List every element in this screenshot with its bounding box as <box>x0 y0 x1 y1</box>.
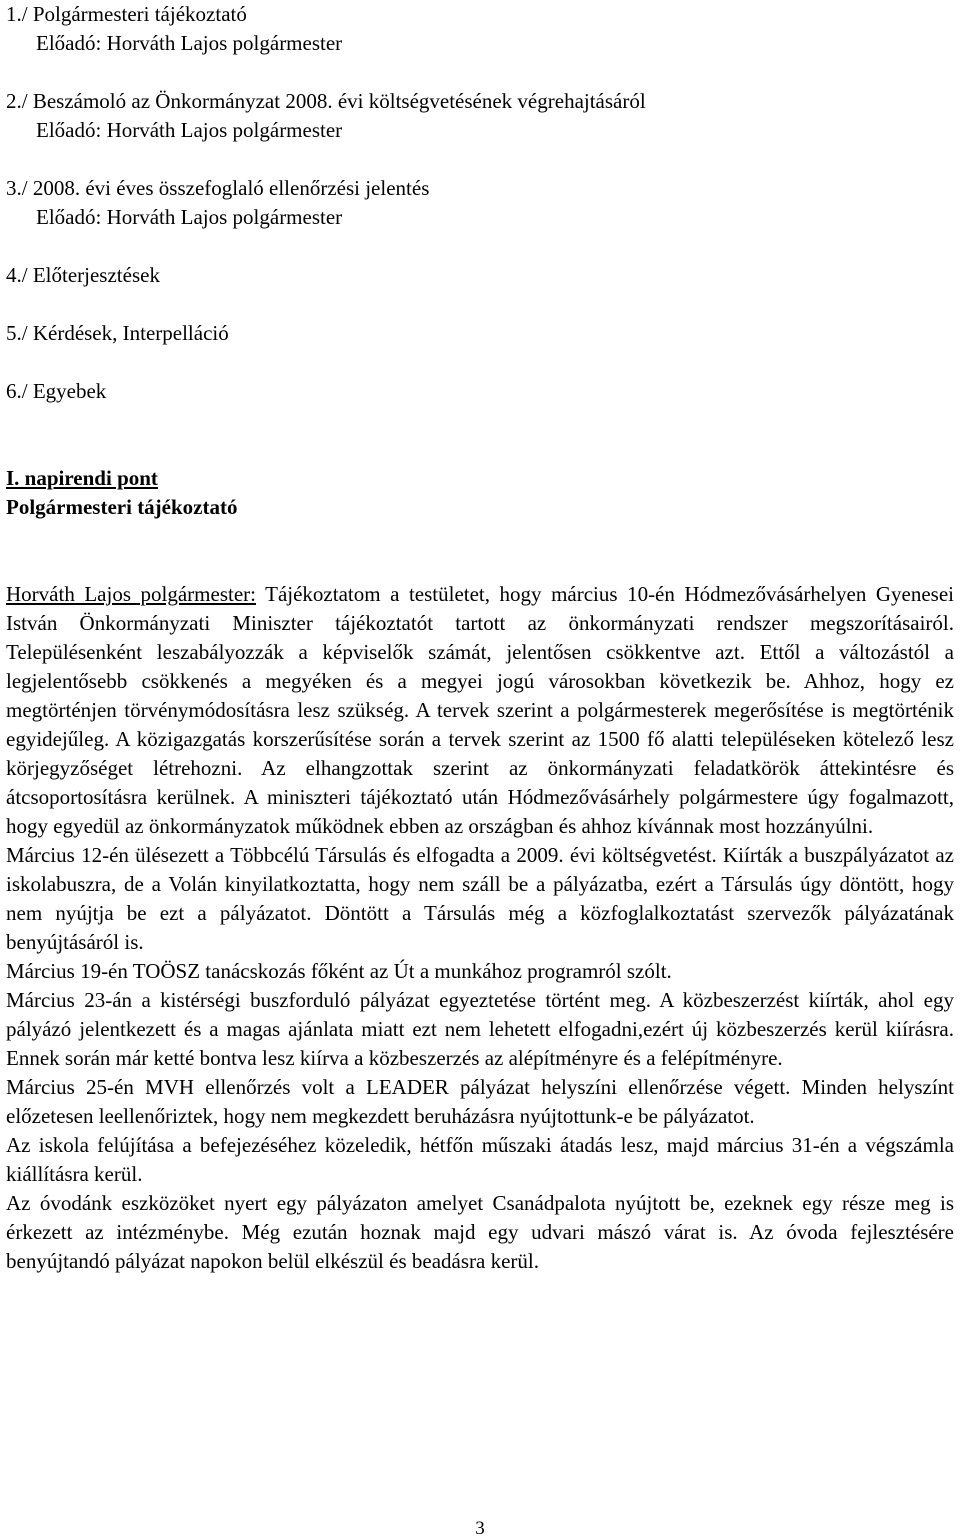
paragraph: Az iskola felújítása a befejezéséhez közeledik, hétfőn műszaki átadás lesz, majd március 31-én a végszámla kiállításra kerül. <box>6 1133 954 1186</box>
agenda-item <box>6 174 954 232</box>
agenda-item <box>6 261 954 290</box>
agenda-item-presenter: Előadó: Horváth Lajos polgármester <box>36 118 343 142</box>
agenda-item-presenter: Előadó: Horváth Lajos polgármester <box>36 31 343 55</box>
minutes-body <box>6 580 954 1276</box>
paragraph: Március 12-én ülésezett a Többcélú Társulás és elfogadta a 2009. évi költségvetést. Kiírták a buszpályázatot az iskolabuszra, de a Volán kinyilatkoztatta, hogy nem száll be a pályázatba, ezért a Társulás úgy döntött, hogy nem nyújtja be ezt a pályázatot. Döntött a Társulás még a közfoglalkoztatást szervezők pályázatának benyújtásáról is. <box>6 843 954 954</box>
paragraph <box>6 580 954 841</box>
agenda-item-title: 5./ Kérdések, Interpelláció <box>6 321 229 345</box>
agenda-item-title: 4./ Előterjesztések <box>6 263 160 287</box>
agenda-point-subject: Polgármesteri tájékoztató <box>6 495 238 519</box>
paragraph: Március 23-án a kistérségi buszforduló pályázat egyeztetése történt meg. A közbeszerzést kiírták, ahol egy pályázó jelentkezett és a magas ajánlata miatt ezt nem lehetett elfogadni,ezért új közbeszerzés kerül kiírásra. Ennek során már ketté bontva lesz kiírva a közbeszerzés az alépítményre és a felépítményre. <box>6 988 954 1070</box>
speaker-label: Horváth Lajos polgármester: <box>6 582 256 606</box>
agenda-item <box>6 0 954 58</box>
agenda-item <box>6 87 954 145</box>
agenda-item <box>6 319 954 348</box>
paragraph: Március 25-én MVH ellenőrzés volt a LEADER pályázat helyszíni ellenőrzése végett. Minden helyszínt előzetesen leellenőriztek, hogy nem megkezdett beruházásra nyújtottunk-e be pályázatot. <box>6 1075 954 1128</box>
page-number: 3 <box>475 1518 485 1539</box>
agenda-item-title: 3./ 2008. évi éves összefoglaló ellenőrzési jelentés <box>6 176 430 200</box>
agenda-item <box>6 377 954 406</box>
agenda-item-title: 1./ Polgármesteri tájékoztató <box>6 2 247 26</box>
paragraph-text: Tájékoztatom a testületet, hogy március 10-én Hódmezővásárhelyen Gyenesei István Önkormányzati Miniszter tájékoztatót tartott az önkormányzati rendszer megszorításairól. Településenként leszabályozzák a képviselők számát, jelentősen csökkentve azt. Ettől a változástól a legjelentősebb csökkenés a megyéken és a megyei jogú városokban következik be. Ahhoz, hogy ez megtörténjen törvénymódosításra lesz szükség. A tervek szerint a polgármesterek megerősítése is megtörténik egyidejűleg. A közigazgatás korszerűsítése során a tervek szerint az 1500 fő alatti településeken kötelező lesz körjegyzőséget létrehozni. Az elhangzottak szerint az önkormányzati feladatkörök áttekintésre és átcsoportosításra kerülnek. A miniszteri tájékoztató után Hódmezővásárhely polgármestere úgy fogalmazott, hogy egyedül az önkormányzatok működnek ebben az országban és ahhoz kívánnak most hozzányúlni. <box>6 582 954 838</box>
agenda-point-label: I. napirendi pont <box>6 466 158 490</box>
paragraph: Március 19-én TOÖSZ tanácskozás főként az Út a munkához programról szólt. <box>6 959 672 983</box>
document-page <box>6 0 954 1276</box>
agenda-item-title: 6./ Egyebek <box>6 379 107 403</box>
agenda-item-title: 2./ Beszámoló az Önkormányzat 2008. évi költségvetésének végrehajtásáról <box>6 89 646 113</box>
agenda-list <box>6 0 954 406</box>
section-heading <box>6 464 954 522</box>
agenda-item-presenter: Előadó: Horváth Lajos polgármester <box>36 205 343 229</box>
paragraph: Az óvodánk eszközöket nyert egy pályázaton amelyet Csanádpalota nyújtott be, ezeknek egy része meg is érkezett az intézménybe. Még ezután hoznak majd egy udvari mászó várat is. Az óvoda fejlesztésére benyújtandó pályázat napokon belül elkészül és beadásra kerül. <box>6 1191 954 1273</box>
